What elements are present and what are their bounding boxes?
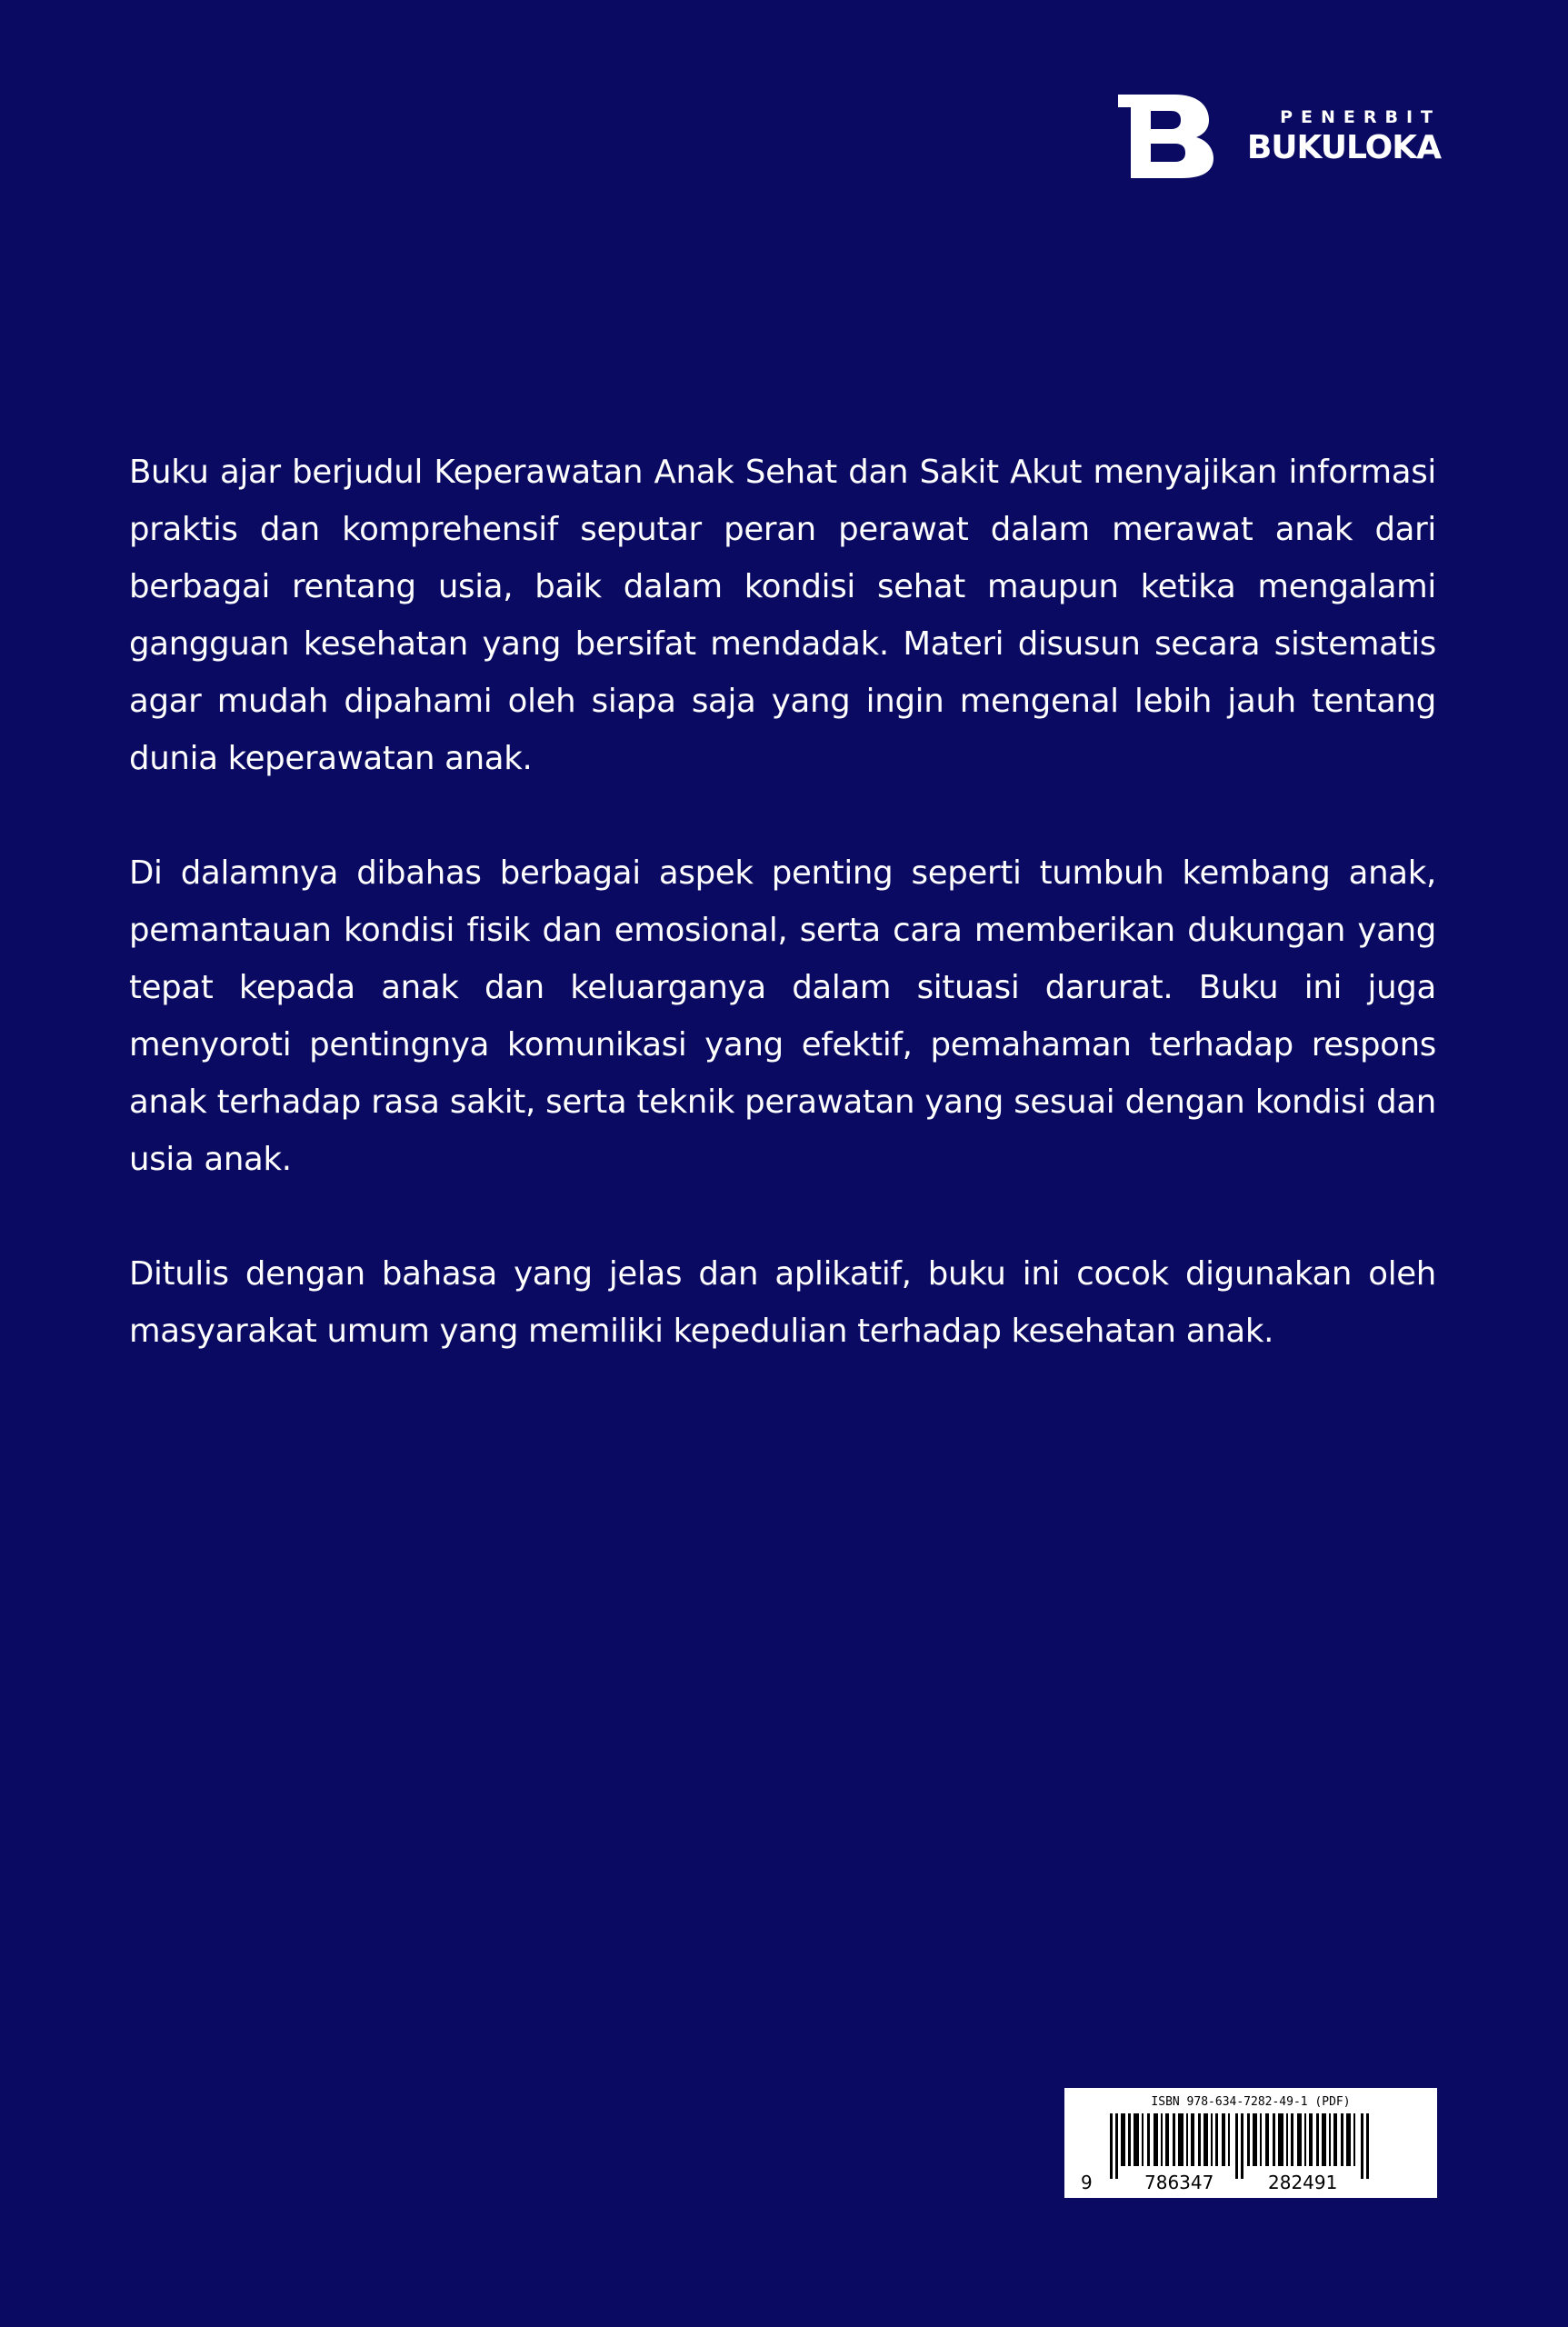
barcode-digits-left: 786347 bbox=[1144, 2172, 1214, 2193]
isbn-barcode bbox=[1064, 2088, 1437, 2198]
blurb-paragraph-3: Ditulis dengan bahasa yang jelas dan aplikatif, buku ini cocok digunakan oleh masyarakat umum yang memiliki kepedulian terhadap kesehatan anak. bbox=[129, 1255, 1436, 1350]
barcode-digit-first: 9 bbox=[1081, 2172, 1093, 2193]
publisher-b-logo-icon bbox=[1118, 95, 1213, 178]
blurb-paragraph-2: Di dalamnya dibahas berbagai aspek penting seperti tumbuh kembang anak, pemantauan kondisi fisik dan emosional, serta cara memberikan dukungan yang tepat kepada anak dan keluarganya dalam situasi darurat. Buku ini juga menyoroti pentingnya komunikasi yang efektif, pemahaman terhadap respons anak terhadap rasa sakit, serta teknik perawatan yang sesuai dengan kondisi dan usia anak. bbox=[129, 854, 1436, 1178]
publisher-name: BUKULOKA bbox=[1246, 129, 1441, 166]
publisher-logo bbox=[1118, 95, 1441, 178]
barcode-bars bbox=[1110, 2113, 1373, 2179]
back-cover-blurb bbox=[129, 444, 1436, 1417]
blurb-paragraph-1: Buku ajar berjudul Keperawatan Anak Sehat dan Sakit Akut menyajikan informasi praktis dan komprehensif seputar peran perawat dalam merawat anak dari berbagai rentang usia, baik dalam kondisi sehat maupun ketika mengalami gangguan kesehatan yang bersifat mendadak. Materi disusun secara sistematis agar mudah dipahami oleh siapa saja yang ingin mengenal lebih jauh tentang dunia keperawatan anak. bbox=[129, 454, 1436, 777]
publisher-kicker: PENERBIT bbox=[1280, 107, 1441, 127]
barcode-digits-right: 282491 bbox=[1268, 2172, 1338, 2193]
isbn-label: ISBN 978-634-7282-49-1 (PDF) bbox=[1151, 2095, 1351, 2109]
